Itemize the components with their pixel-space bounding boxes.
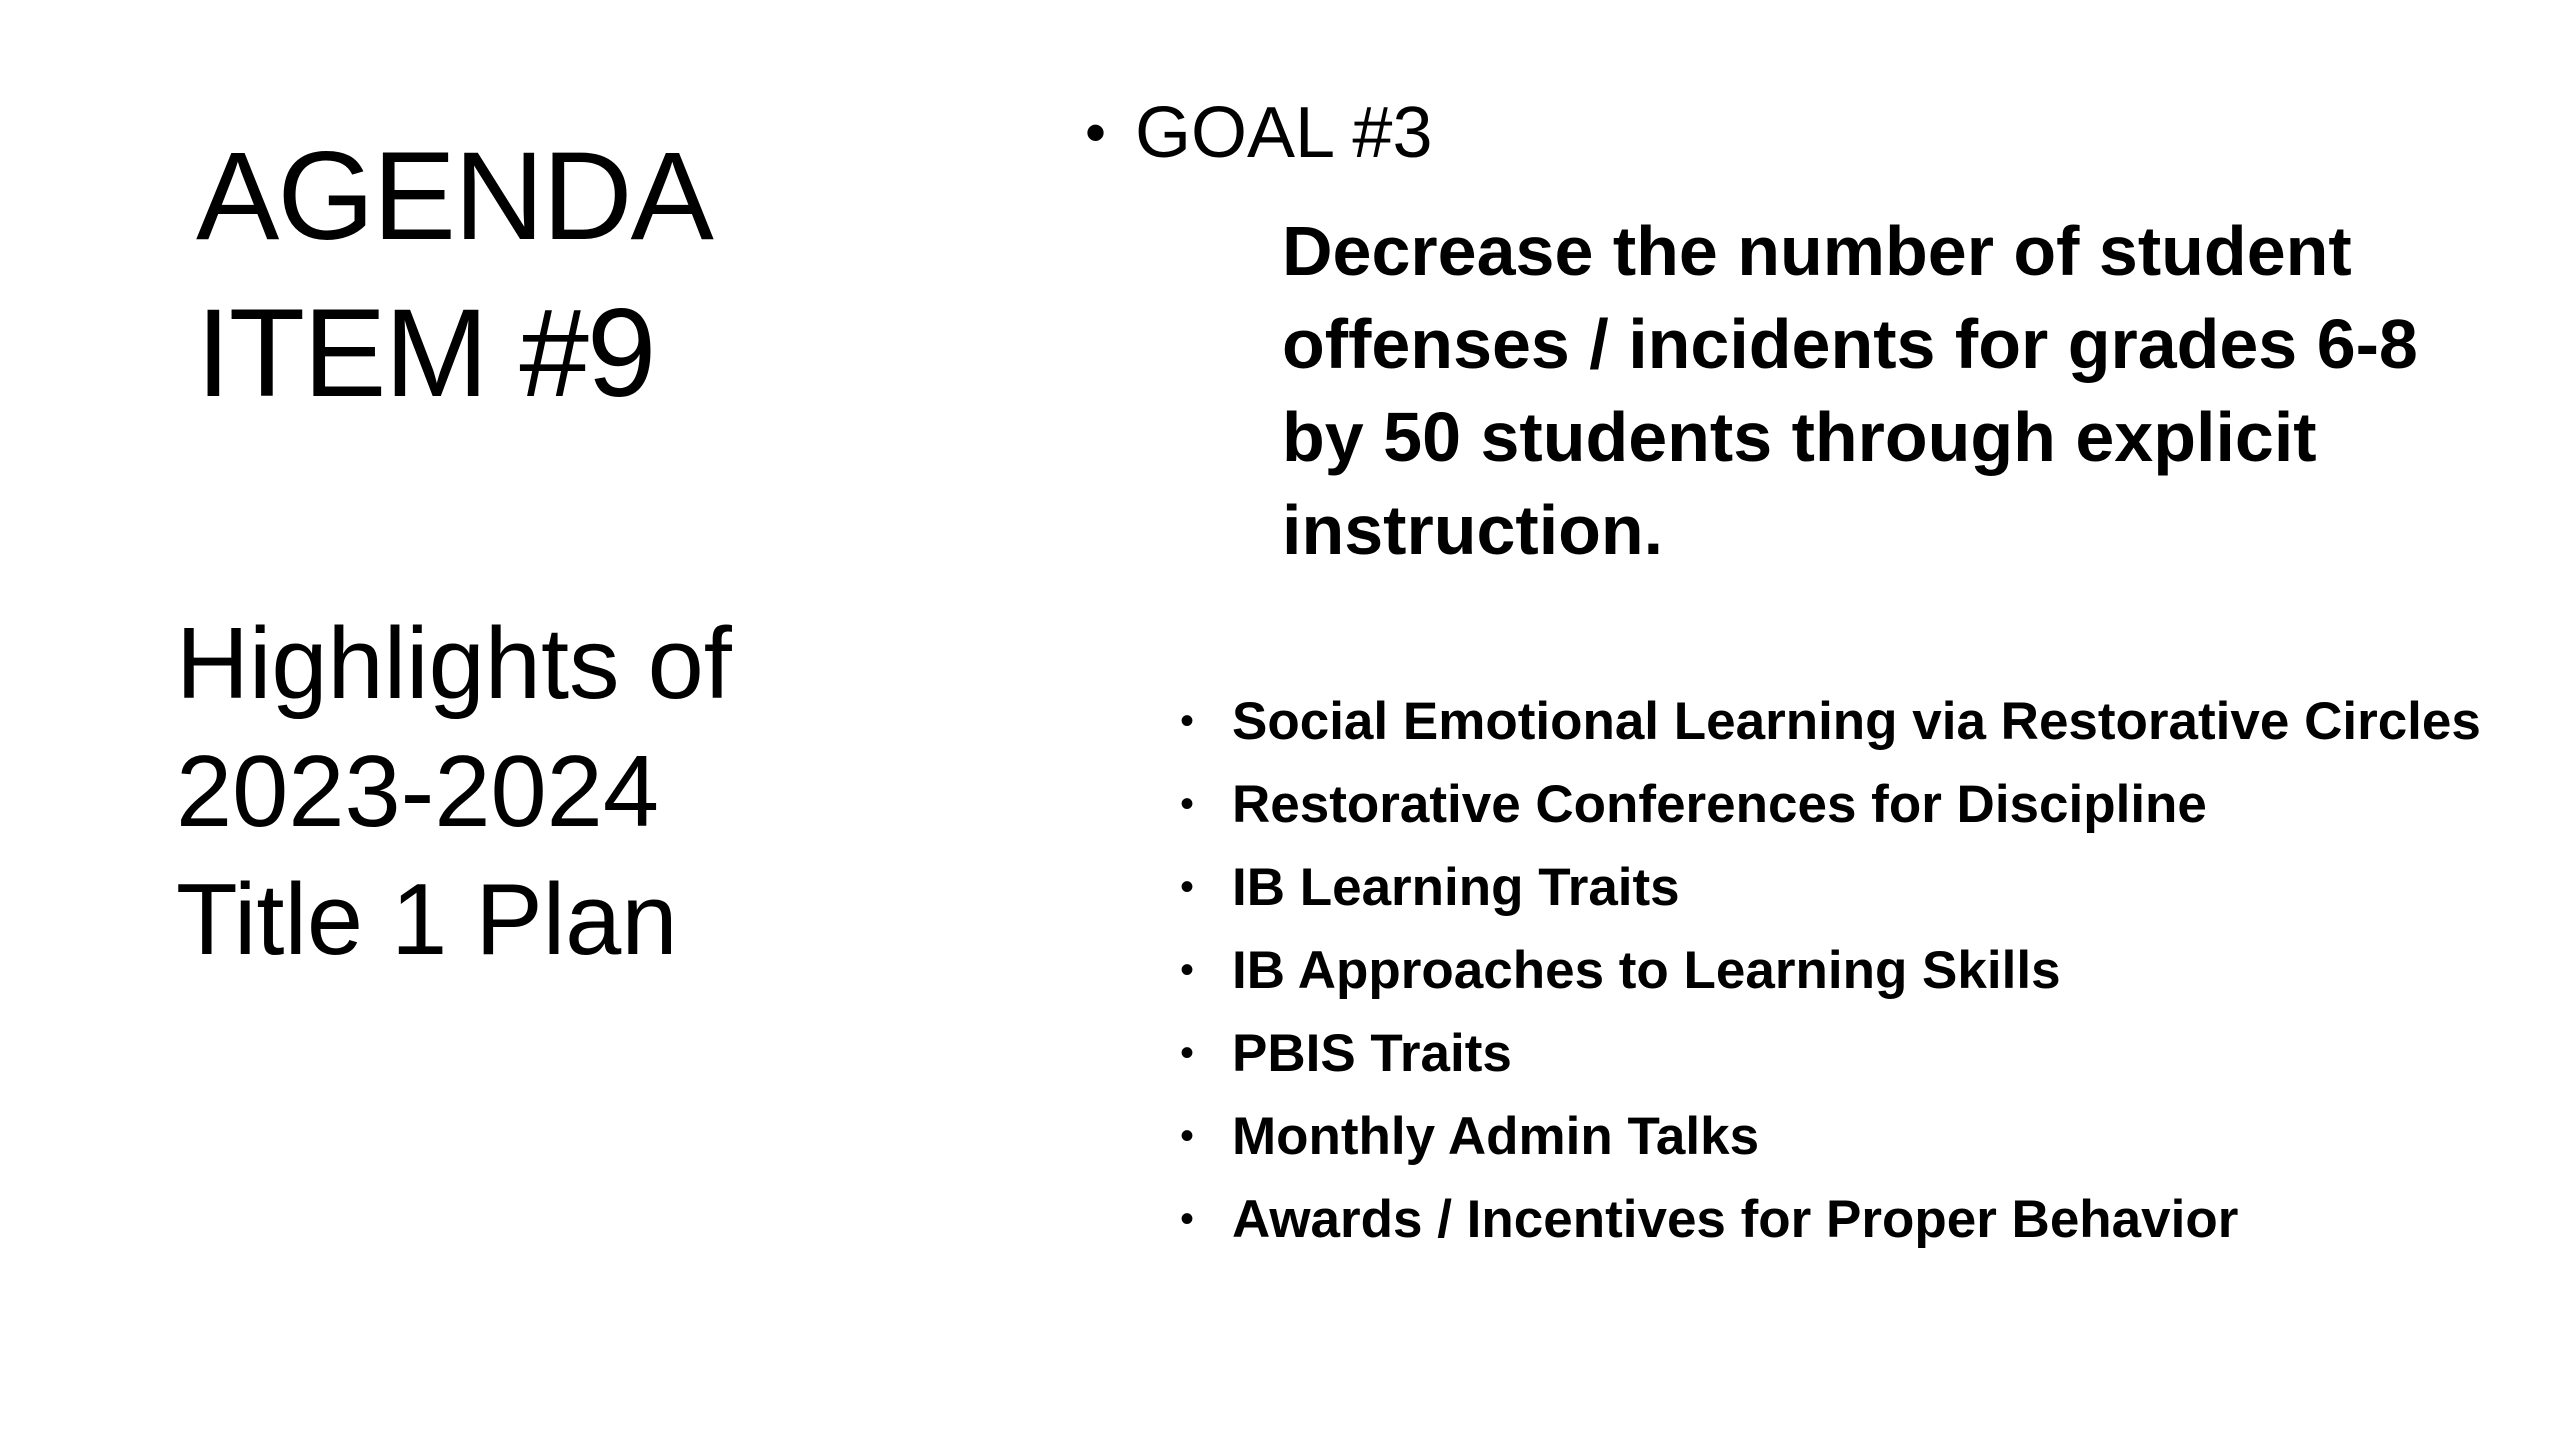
bullet-icon: • [1180,699,1195,743]
strategy-item [1180,1012,2550,1095]
strategy-list [1180,680,2550,1261]
bullet-icon: • [1180,782,1195,826]
bullet-icon: • [1180,1031,1195,1075]
goal-heading-text: GOAL #3 [1135,93,1433,173]
bullet-icon: • [1180,948,1195,992]
goal-description-line-4: instruction. [1282,491,1664,569]
subtitle-line-3: Title 1 Plan [176,864,678,976]
goal-description-line-2: offenses / incidents for grades 6-8 [1282,305,2418,383]
goal-description [1282,205,2542,577]
goal-description-line-3: by 50 students through explicit [1282,398,2317,476]
strategy-item [1180,846,2550,929]
strategy-item-text: IB Approaches to Learning Skills [1232,941,2061,1000]
bullet-icon: • [1180,1197,1195,1241]
agenda-title-line-1: AGENDA [196,127,712,266]
strategy-item [1180,680,2550,763]
strategy-item-text: Social Emotional Learning via Restorative Circles [1232,692,2481,751]
strategy-item [1180,1178,2550,1261]
agenda-title [196,118,896,432]
strategy-item-text: Awards / Incentives for Proper Behavior [1232,1190,2239,1249]
strategy-item-text: PBIS Traits [1232,1024,1512,1083]
subtitle-line-1: Highlights of [176,608,732,720]
strategy-item-text: IB Learning Traits [1232,858,1680,917]
bullet-icon: • [1180,865,1195,909]
agenda-title-line-2: ITEM #9 [196,284,655,423]
strategy-item [1180,763,2550,846]
plan-subtitle [176,600,936,984]
bullet-icon: • [1180,1114,1195,1158]
strategy-item-text: Monthly Admin Talks [1232,1107,1760,1166]
bullet-icon: • [1085,99,1107,166]
strategy-item [1180,1095,2550,1178]
goal-heading [1085,88,1433,178]
subtitle-line-2: 2023-2024 [176,736,660,848]
goal-description-line-1: Decrease the number of student [1282,212,2352,290]
strategy-item [1180,929,2550,1012]
strategy-item-text: Restorative Conferences for Discipline [1232,775,2207,834]
